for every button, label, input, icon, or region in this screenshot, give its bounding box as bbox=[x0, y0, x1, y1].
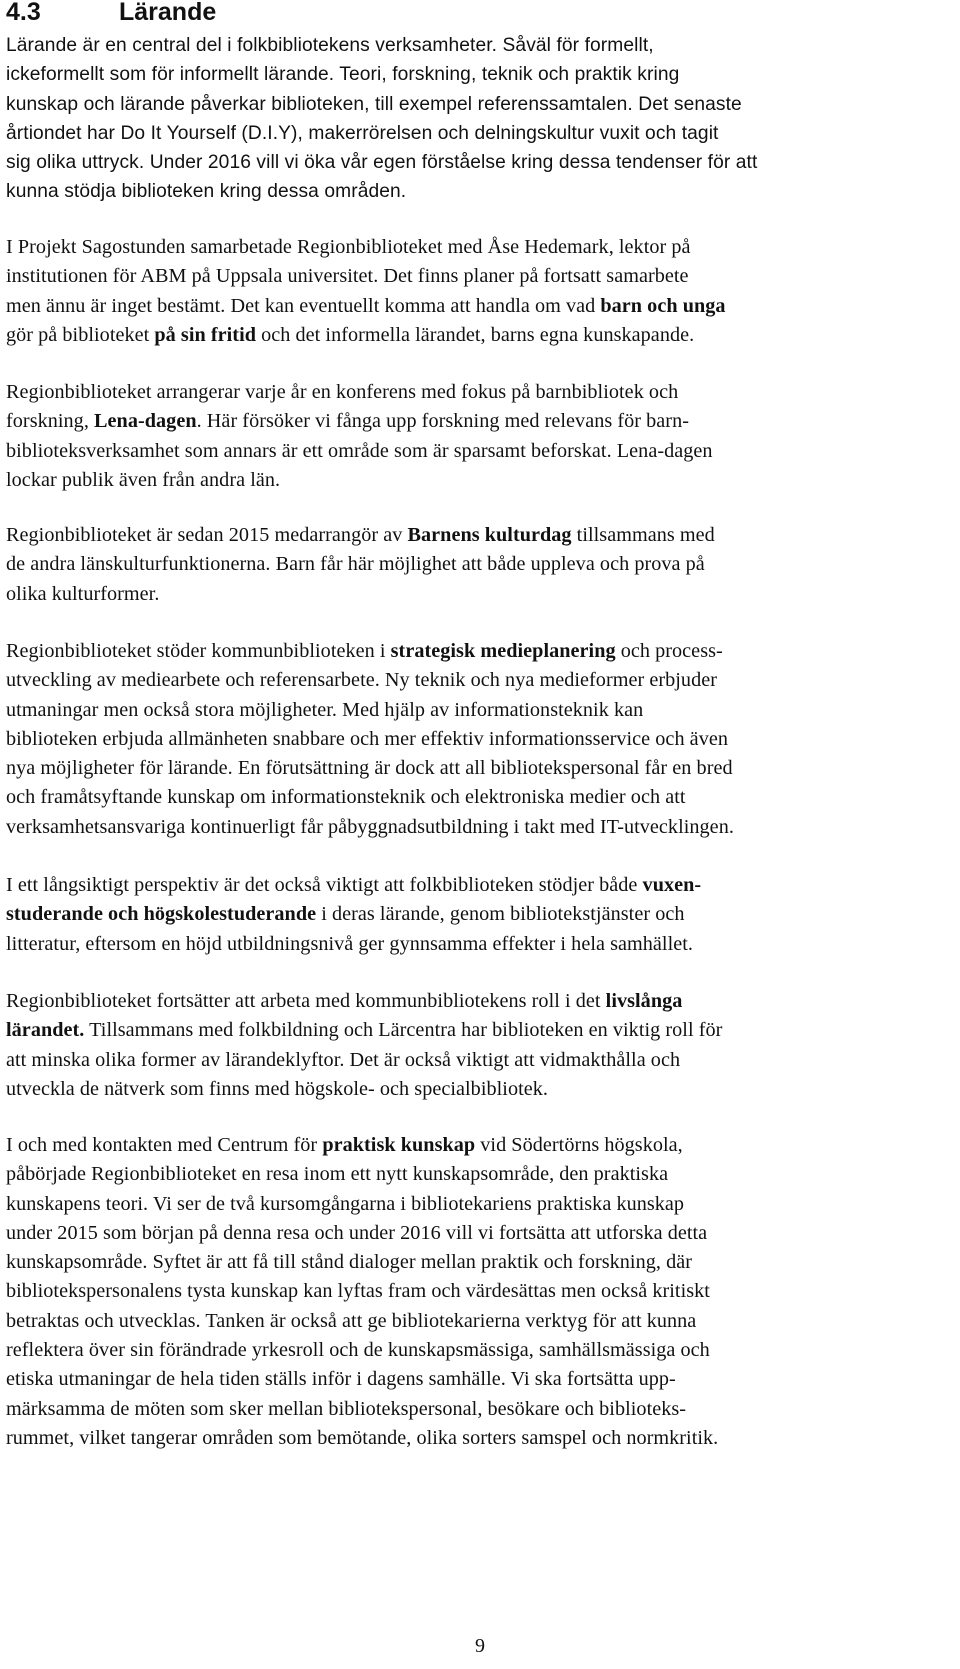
text-run: Regionbiblioteket fortsätter att arbeta med kommunbibliotekens roll i det bbox=[6, 990, 606, 1012]
text-run: och det informella lärandet, barns egna kunskapande. bbox=[256, 323, 695, 346]
text-run: Regionbiblioteket stöder kommunbiblioteken i bbox=[6, 640, 391, 662]
text-line bbox=[6, 725, 954, 754]
text-line bbox=[6, 378, 954, 407]
text-run: att minska olika former av lärandeklyftor. Det är också viktigt att vidmakthålla och bbox=[6, 1048, 681, 1071]
text-run: litteratur, eftersom en höjd utbildningsnivå ger gynnsamma effekter i hela samhället. bbox=[6, 932, 693, 955]
text-line bbox=[6, 292, 954, 321]
text-run: biblioteken erbjuda allmänheten snabbare och mer effektiv informationsservice och även bbox=[6, 727, 728, 750]
text-line bbox=[6, 262, 954, 291]
text-run: de andra länskulturfunktionerna. Barn får här möjlighet att både uppleva och prova på bbox=[6, 553, 705, 576]
paragraph bbox=[6, 31, 954, 207]
text-run: bibliotekspersonalens tysta kunskap kan lyftas fram och värdesättas men också kritiskt bbox=[6, 1280, 710, 1303]
text-run: påbörjade Regionbiblioteket en resa inom ett nytt kunskapsområde, den praktiska bbox=[6, 1163, 669, 1186]
bold-phrase: Lena-dagen bbox=[94, 410, 197, 433]
text-line bbox=[6, 754, 954, 783]
text-run: Lärande är en central del i folkbibliotekens verksamheter. Såväl för formellt, bbox=[6, 35, 654, 56]
text-run: I ett långsiktigt perspektiv är det också viktigt att folkbiblioteken stödjer både bbox=[6, 874, 643, 896]
text-run: kunskapens teori. Vi ser de två kursomgångarna i bibliotekariens praktiska kunskap bbox=[6, 1192, 685, 1215]
text-line bbox=[6, 1248, 954, 1277]
text-run: märksamma de möten som sker mellan bibliotekspersonal, besökare och biblioteks- bbox=[6, 1397, 687, 1420]
text-line bbox=[6, 1365, 954, 1394]
text-run: utveckla de nätverk som finns med högskole- och specialbibliotek. bbox=[6, 1077, 549, 1100]
text-run: och process- bbox=[615, 640, 723, 662]
text-run: men ännu är inget bestämt. Det kan eventuellt komma att handla om vad bbox=[6, 294, 601, 317]
text-line bbox=[6, 177, 954, 206]
text-run: gör på biblioteket bbox=[6, 323, 155, 346]
text-line bbox=[6, 1336, 954, 1365]
text-line bbox=[6, 90, 954, 119]
section-heading bbox=[6, 0, 216, 27]
text-run: sig olika uttryck. Under 2016 vill vi öka vår egen förståelse kring dessa tendenser för att bbox=[6, 152, 758, 174]
text-run: forskning, bbox=[6, 410, 95, 433]
text-line bbox=[6, 1277, 954, 1306]
text-run: i deras lärande, genom bibliotekstjänster och bbox=[316, 903, 685, 926]
text-line bbox=[6, 1131, 954, 1160]
bold-phrase: på sin fritid bbox=[154, 323, 257, 346]
text-line bbox=[6, 1016, 954, 1045]
text-run: kunna stödja biblioteken kring dessa områden. bbox=[6, 181, 407, 203]
text-run: I Projekt Sagostunden samarbetade Regionbiblioteket med Åse Hedemark, lektor på bbox=[6, 236, 691, 258]
text-line bbox=[6, 550, 954, 579]
text-run: årtiondet har Do It Yourself (D.I.Y), makerrörelsen och delningskultur vuxit och tagit bbox=[6, 122, 719, 144]
text-run: betraktas och utvecklas. Tanken är också att ge bibliotekarierna verktyg för att kunna bbox=[6, 1309, 697, 1332]
paragraph bbox=[6, 637, 954, 842]
text-run: nya möjligheter för lärande. En förutsättning är dock att all bibliotekspersonal får en bred bbox=[6, 757, 733, 780]
text-line bbox=[6, 407, 954, 436]
bold-phrase: strategisk medieplanering bbox=[390, 640, 616, 662]
text-run: kunskapsområde. Syftet är att få till stånd dialoger mellan praktik och forskning, där bbox=[6, 1251, 693, 1274]
text-line bbox=[6, 871, 954, 900]
paragraph bbox=[6, 987, 954, 1104]
text-line bbox=[6, 1219, 954, 1248]
text-line bbox=[6, 1307, 954, 1336]
bold-phrase: Barnens kulturdag bbox=[407, 524, 572, 546]
text-run: ickeformellt som för informellt lärande. Teori, forskning, teknik och praktik kring bbox=[6, 64, 680, 86]
text-run: Regionbiblioteket är sedan 2015 medarrangör av bbox=[6, 524, 408, 546]
paragraph bbox=[6, 871, 954, 959]
text-run: utveckling av mediearbete och referensarbete. Ny teknik och nya medieformer erbjuder bbox=[6, 669, 717, 692]
text-line bbox=[6, 233, 954, 262]
text-line bbox=[6, 1075, 954, 1104]
text-line bbox=[6, 987, 954, 1016]
page-number: 9 bbox=[475, 1635, 485, 1657]
text-line bbox=[6, 521, 954, 550]
text-run: lockar publik även från andra län. bbox=[6, 468, 281, 491]
text-run: vid Södertörns högskola, bbox=[475, 1134, 683, 1156]
text-run: etiska utmaningar de hela tiden ställs inför i dagens samhälle. Vi ska fortsätta upp- bbox=[6, 1368, 676, 1391]
text-run: verksamhetsansvariga kontinuerligt får påbyggnadsutbildning i takt med IT-utvecklingen. bbox=[6, 815, 734, 838]
text-run: reflektera över sin förändrade yrkesroll och de kunskapsmässiga, samhällsmässiga och bbox=[6, 1339, 710, 1362]
text-run: olika kulturformer. bbox=[6, 582, 160, 605]
bold-phrase: praktisk kunskap bbox=[322, 1134, 476, 1156]
text-run: . Här försöker vi fånga upp forskning med relevans för barn- bbox=[196, 410, 689, 433]
text-line bbox=[6, 813, 954, 842]
text-line bbox=[6, 580, 954, 609]
paragraph bbox=[6, 233, 954, 350]
text-line bbox=[6, 31, 954, 60]
text-run: under 2015 som början på denna resa och under 2016 vill vi fortsätta att utforska detta bbox=[6, 1221, 708, 1244]
text-line bbox=[6, 696, 954, 725]
text-line bbox=[6, 466, 954, 495]
bold-phrase: studerande och högskolestuderande bbox=[6, 903, 317, 926]
text-run: biblioteksverksamhet som annars är ett område som är sparsamt beforskat. Lena-dagen bbox=[6, 439, 713, 462]
text-run: Tillsammans med folkbildning och Lärcentra har biblioteken en viktig roll för bbox=[84, 1019, 723, 1042]
text-run: I och med kontakten med Centrum för bbox=[6, 1134, 323, 1156]
paragraph bbox=[6, 1131, 954, 1453]
bold-phrase: barn och unga bbox=[600, 294, 726, 317]
text-line bbox=[6, 437, 954, 466]
text-run: institutionen för ABM på Uppsala universitet. Det finns planer på fortsatt samarbete bbox=[6, 265, 689, 288]
text-run: utmaningar men också stora möjligheter. Med hjälp av informationsteknik kan bbox=[6, 698, 644, 721]
text-line bbox=[6, 930, 954, 959]
section-number: 4.3 bbox=[6, 0, 41, 26]
text-line bbox=[6, 60, 954, 89]
text-line bbox=[6, 1160, 954, 1189]
text-run: rummet, vilket tangerar områden som bemötande, olika sorters samspel och normkritik. bbox=[6, 1426, 719, 1449]
bold-phrase: livslånga bbox=[605, 990, 683, 1012]
text-line bbox=[6, 321, 954, 350]
text-run: kunskap och lärande påverkar biblioteken, till exempel referenssamtalen. Det senaste bbox=[6, 93, 742, 115]
text-line bbox=[6, 900, 954, 929]
text-run: Regionbiblioteket arrangerar varje år en konferens med fokus på barnbibliotek och bbox=[6, 381, 679, 403]
text-line bbox=[6, 666, 954, 695]
bold-phrase: vuxen- bbox=[642, 874, 702, 896]
text-line bbox=[6, 1424, 954, 1453]
text-line bbox=[6, 1395, 954, 1424]
bold-phrase: lärandet. bbox=[6, 1019, 85, 1042]
text-line bbox=[6, 1046, 954, 1075]
paragraph bbox=[6, 378, 954, 495]
text-line bbox=[6, 637, 954, 666]
section-title: Lärande bbox=[119, 0, 217, 26]
text-line bbox=[6, 119, 954, 148]
text-line bbox=[6, 783, 954, 812]
text-run: och framåtsyftande kunskap om informationsteknik och elektroniska medier och att bbox=[6, 786, 686, 809]
paragraph bbox=[6, 521, 954, 609]
text-run: tillsammans med bbox=[571, 524, 715, 546]
text-line bbox=[6, 1190, 954, 1219]
text-line bbox=[6, 148, 954, 177]
